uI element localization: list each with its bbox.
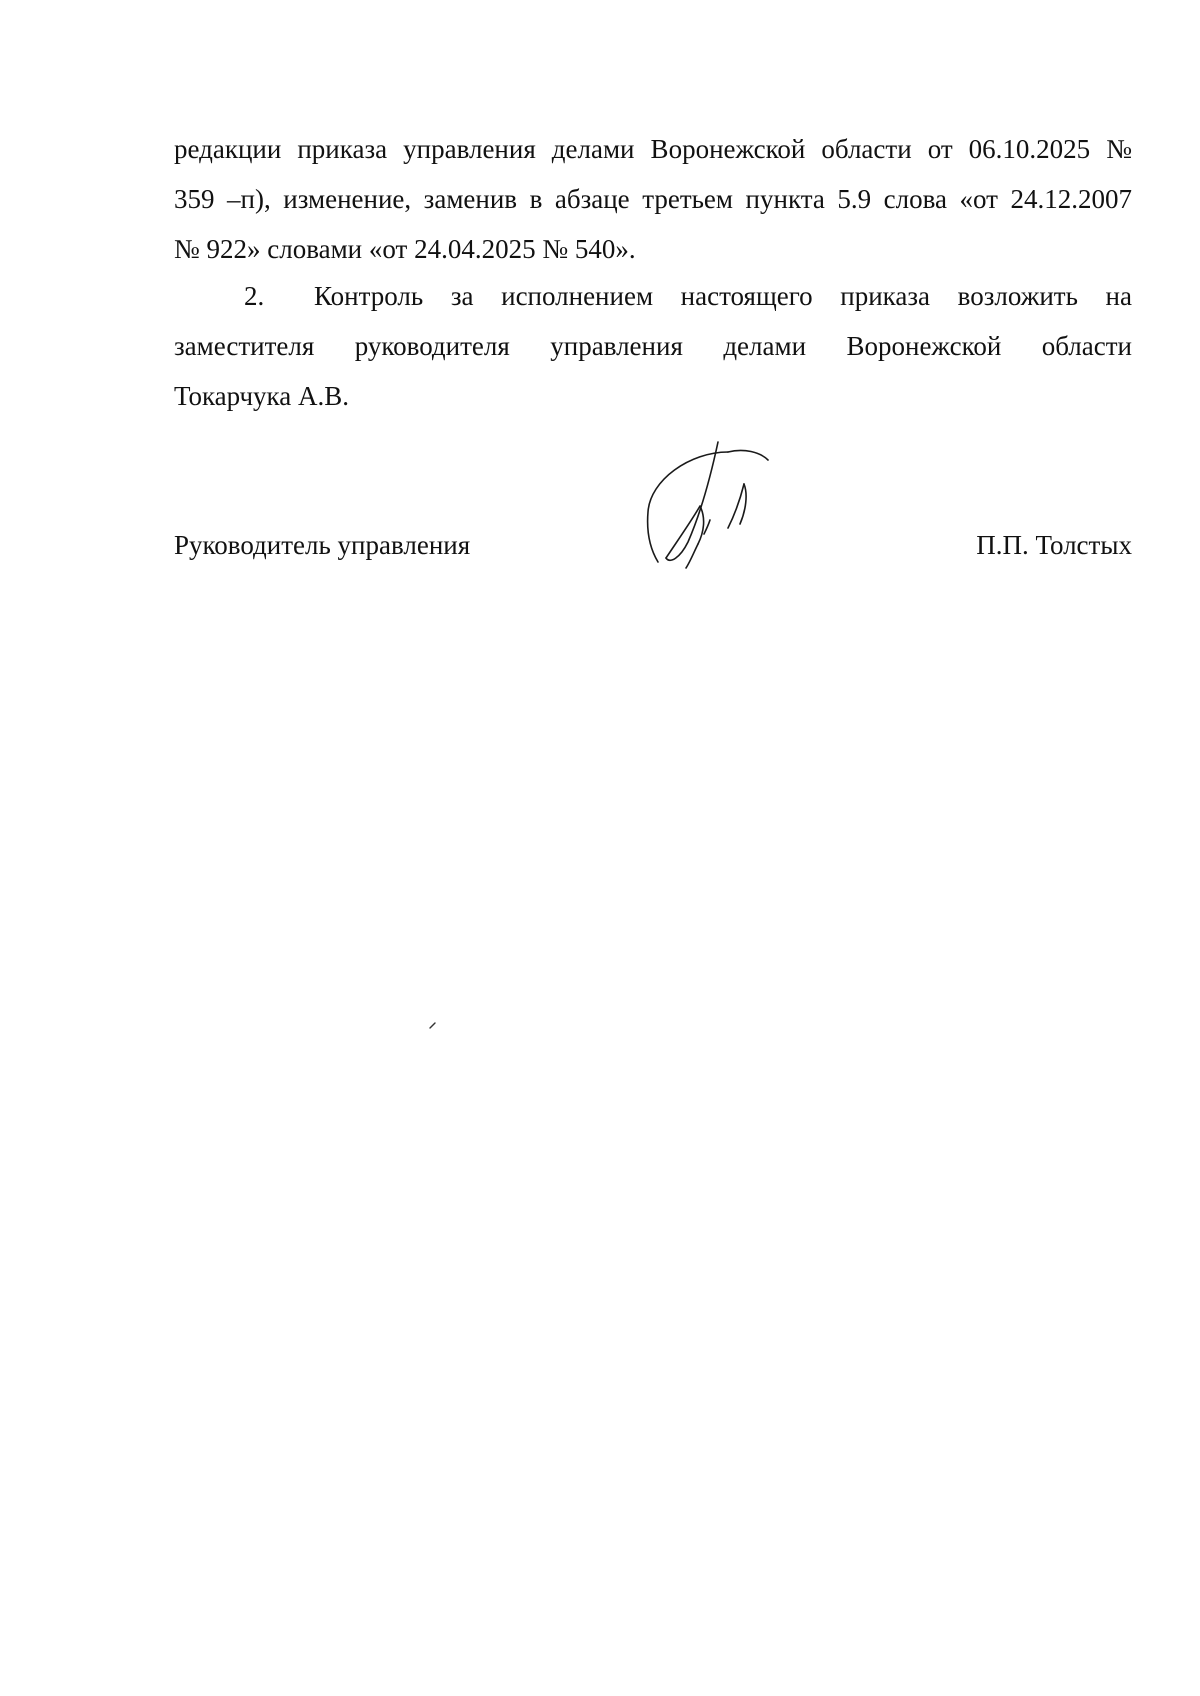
paragraph-line: № 922» словами «от 24.04.2025 № 540».	[174, 234, 636, 264]
paragraph-line: редакции приказа управления делами Воронежской области от 06.10.2025 №	[174, 134, 1132, 164]
paragraph-continuation	[174, 124, 1132, 274]
paragraph-line-text: Контроль за исполнением настоящего приказа возложить на	[314, 281, 1132, 311]
paragraph-2	[174, 271, 1132, 421]
paragraph-line: Токарчука А.В.	[174, 381, 350, 411]
paragraph-line: 359 –п), изменение, заменив в абзаце третьем пункта 5.9 слова «от 24.12.2007	[174, 184, 1132, 214]
signatory-name: П.П. Толстых	[976, 530, 1132, 560]
paragraph-line: заместителя руководителя управления делами Воронежской области	[174, 331, 1132, 361]
stray-ink-mark	[428, 1020, 438, 1030]
paragraph-first-line	[174, 271, 1132, 321]
signature-icon	[640, 440, 780, 570]
signatory-title: Руководитель управления	[174, 530, 471, 560]
paragraph-number: 2.	[244, 281, 265, 311]
